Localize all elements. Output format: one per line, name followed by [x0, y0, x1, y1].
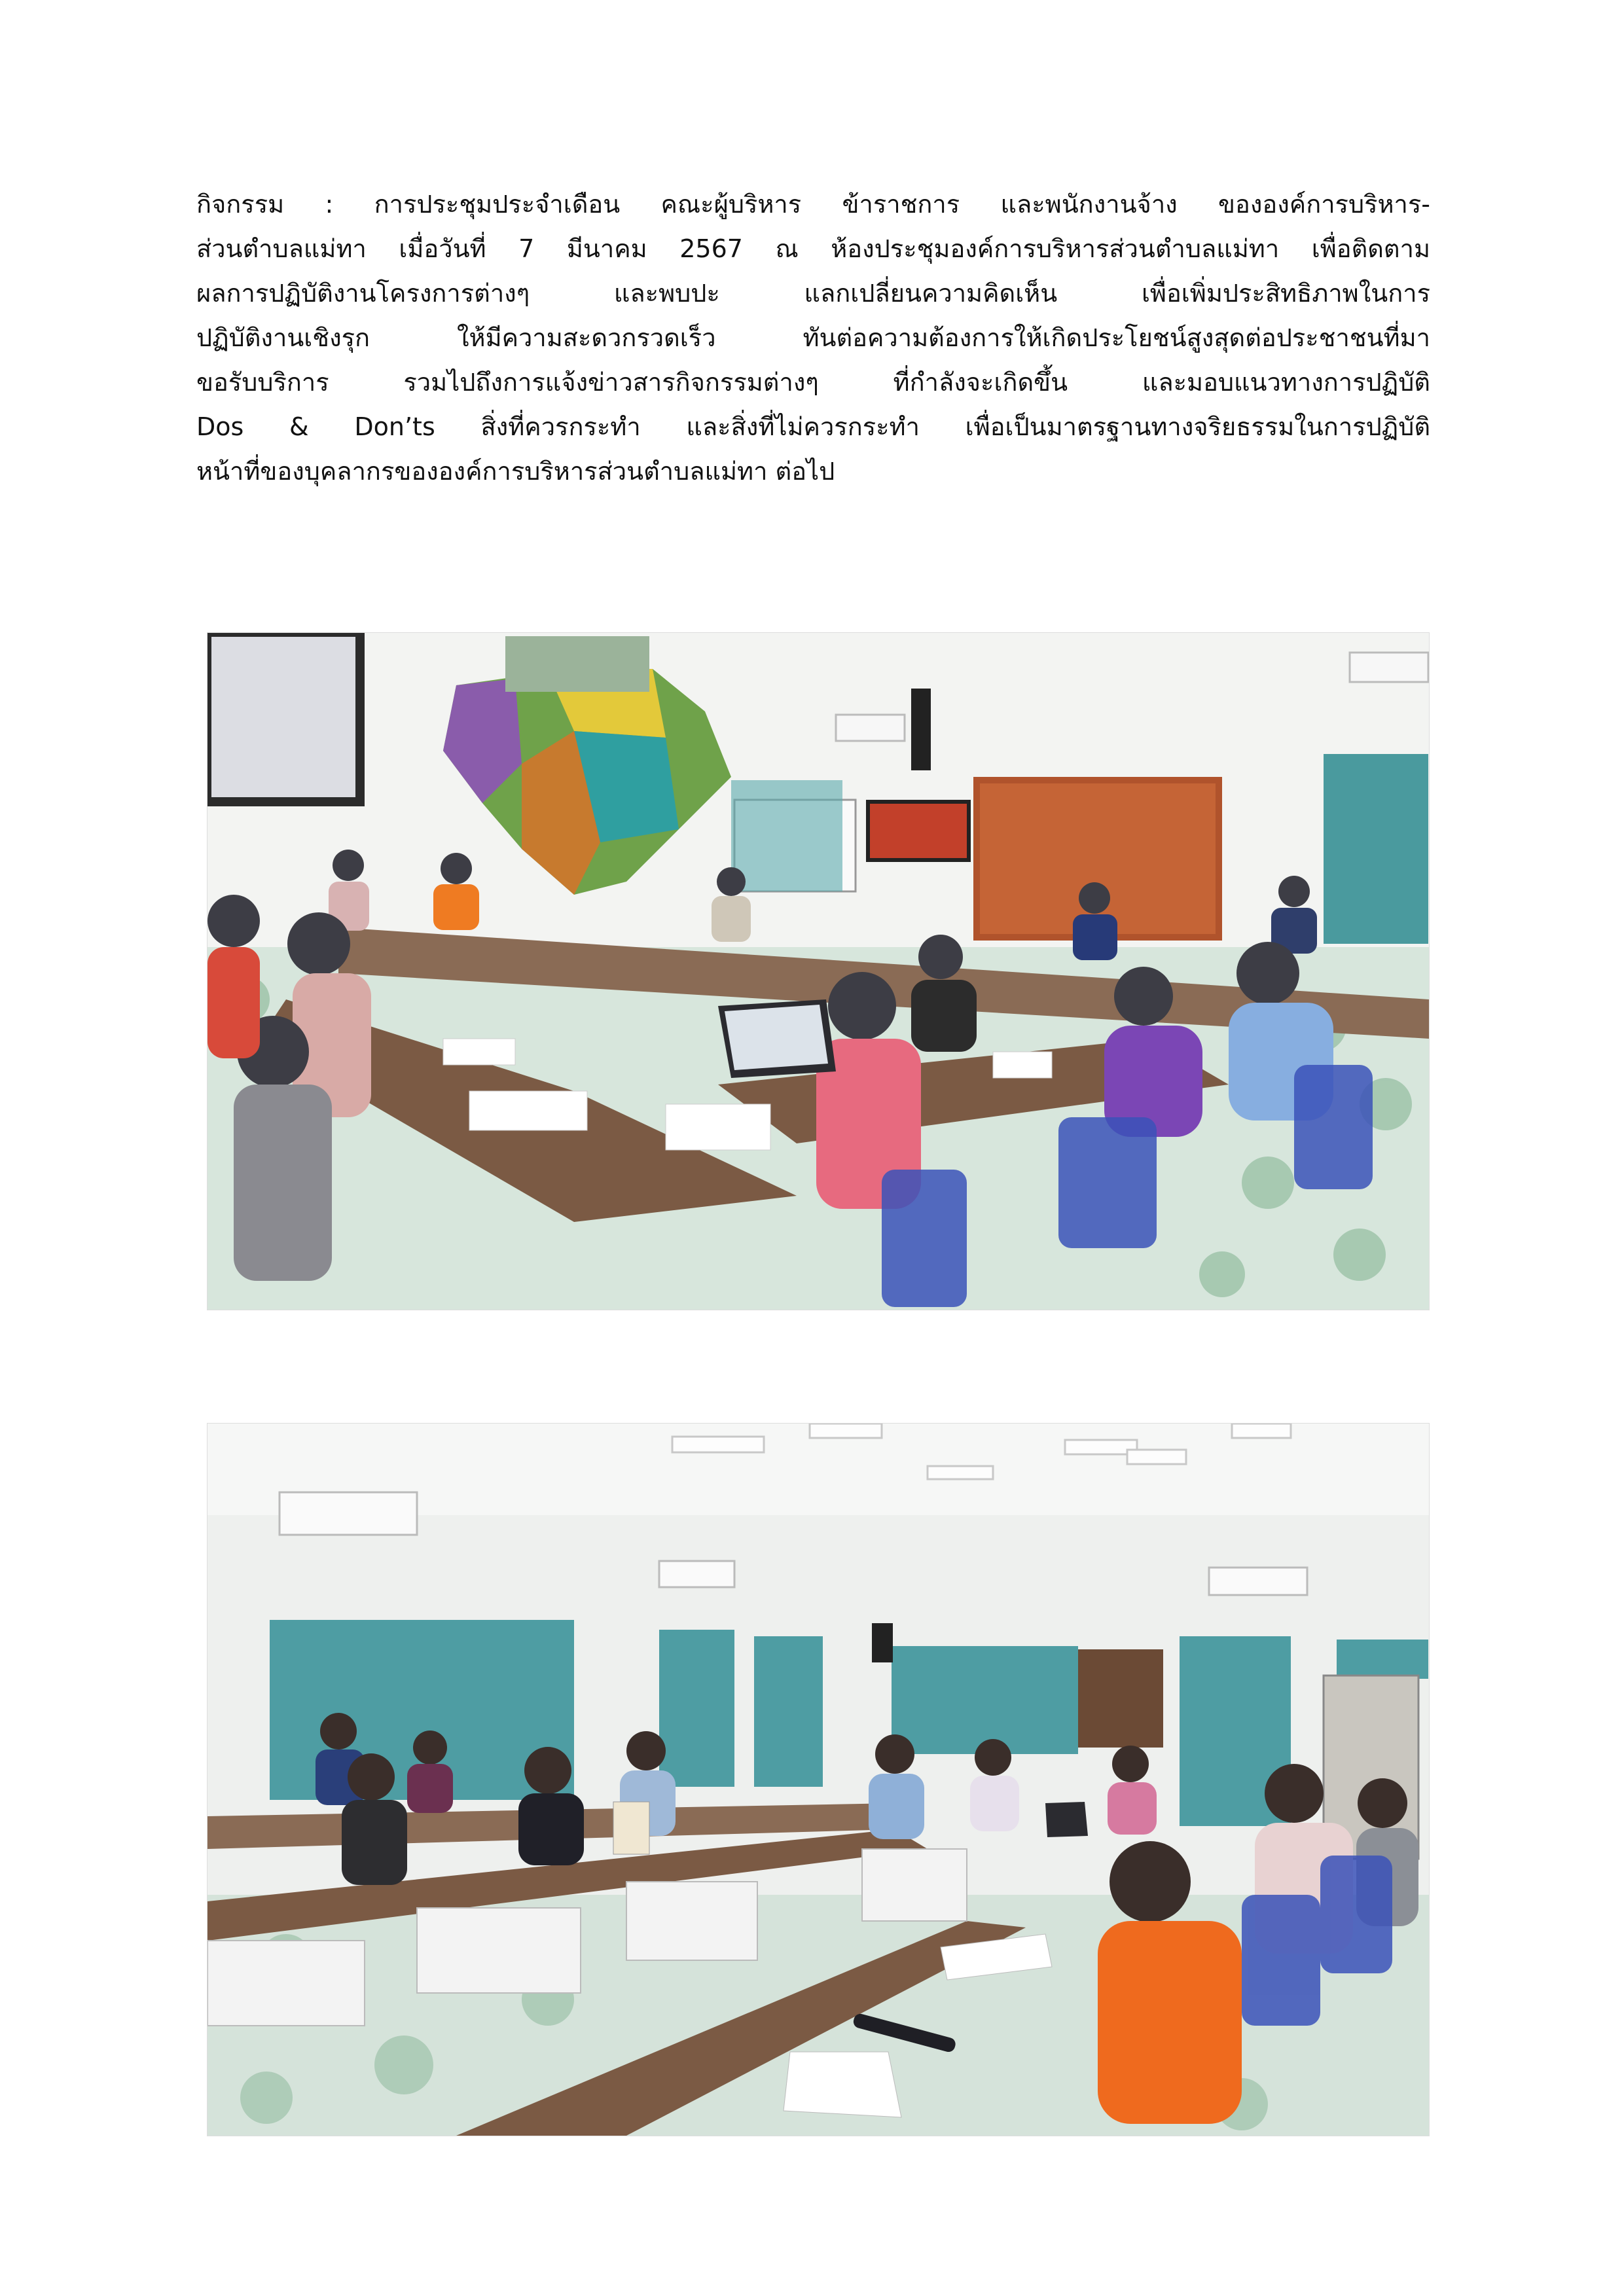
activity-description	[196, 182, 1430, 493]
paragraph-line: ขอรับบริการ รวมไปถึงการแจ้งข่าวสารกิจกรรมต่างๆ ที่กำลังจะเกิดขึ้น และมอบแนวทางการปฏิบัติ	[196, 368, 1430, 397]
paragraph-line: ปฏิบัติงานเชิงรุก ให้มีความสะดวกรวดเร็ว ทันต่อความต้องการให้เกิดประโยชน์สูงสุดต่อประชาชนที่มา	[196, 323, 1430, 352]
meeting-photo-1-illustration	[208, 633, 1429, 1310]
paragraph-line: หน้าที่ของบุคลากรขององค์การบริหารส่วนตำบลแม่ทา ต่อไป	[196, 457, 835, 486]
paragraph-line: Dos & Don’ts สิ่งที่ควรกระทำ และสิ่งที่ไม่ควรกระทำ เพื่อเป็นมาตรฐานทางจริยธรรมในการปฏิบัติ	[196, 412, 1430, 441]
paragraph-line: ส่วนตำบลแม่ทา เมื่อวันที่ 7 มีนาคม 2567 ณ ห้องประชุมองค์การบริหารส่วนตำบลแม่ทา เพื่อติดตาม	[196, 234, 1430, 263]
meeting-photo-2	[207, 1423, 1430, 2136]
meeting-photo-2-illustration	[208, 1424, 1429, 2136]
paragraph-line: กิจกรรม : การประชุมประจำเดือน คณะผู้บริหาร ข้าราชการ และพนักงานจ้าง ขององค์การบริหาร-	[196, 190, 1430, 219]
meeting-photo-1	[207, 632, 1430, 1310]
paragraph-line: ผลการปฏิบัติงานโครงการต่างๆ และพบปะ แลกเปลี่ยนความคิดเห็น เพื่อเพิ่มประสิทธิภาพในการ	[196, 279, 1430, 308]
